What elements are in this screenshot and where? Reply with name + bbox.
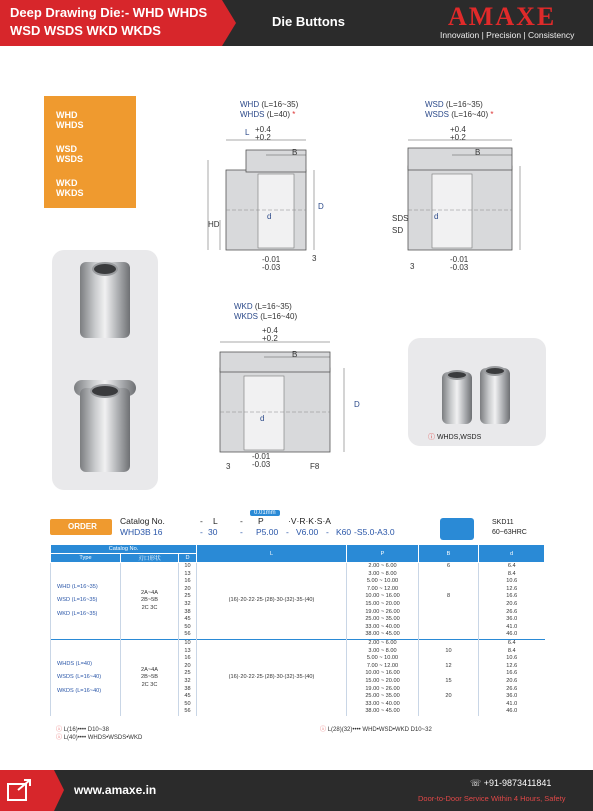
B-cell [419, 708, 479, 716]
brand-tagline: Innovation | Precision | Consistency [440, 30, 575, 40]
order-value: V6.00 [296, 527, 319, 537]
footer-red-banner [0, 770, 64, 811]
variant-label: WSDS [56, 154, 83, 164]
dim-three: 3 [312, 254, 317, 263]
order-header: - [200, 516, 203, 526]
dim-B: B [475, 148, 481, 157]
product-photo-left [52, 250, 158, 490]
type-label: WHDS (L=40) [57, 660, 92, 667]
dim-tol-top: +0.4 [450, 125, 466, 134]
product-variants-panel [44, 96, 136, 208]
section-title: Die Buttons [272, 14, 345, 29]
d-cell: 10.6 [479, 578, 545, 586]
P-cell: 38.00 ~ 45.00 [347, 631, 419, 639]
col-B: B [419, 545, 479, 563]
order-value: 30 [208, 527, 218, 537]
shape-label: 2C 3C [141, 604, 158, 611]
type-cell [51, 563, 121, 640]
B-cell: 15 [419, 678, 479, 686]
P-cell: 3.00 ~ 8.00 [347, 571, 419, 579]
B-cell [419, 670, 479, 678]
type-label: WSD (L=16~35) [57, 597, 98, 604]
d-cell: 6.4 [479, 639, 545, 647]
variant-label: WKDS [56, 188, 84, 198]
D-cell: 56 [179, 708, 197, 716]
B-cell [419, 609, 479, 617]
D-cell: 10 [179, 563, 197, 571]
drawing-wkds-title [234, 312, 297, 321]
dim-tol: -0.03 [252, 460, 271, 469]
spec-table [50, 544, 545, 716]
phone-text: +91-9873411841 [483, 778, 552, 788]
shape-cell [121, 563, 179, 640]
d-cell: 6.4 [479, 563, 545, 571]
drawing-whds-title [240, 110, 295, 119]
dim-tol-bottom: +0.2 [450, 133, 466, 142]
dim-tol: -0.03 [262, 263, 281, 272]
type-label: WKDS (L=16~40) [57, 687, 102, 694]
variant-group-wkd [56, 178, 84, 198]
d-cell: 16.6 [479, 593, 545, 601]
website-link[interactable]: www.amaxe.in [74, 783, 157, 797]
D-cell: 38 [179, 609, 197, 617]
order-value: P5.00 [256, 527, 279, 537]
info-icon: ⓘ [56, 727, 63, 733]
dim-SDS: SDS [392, 214, 409, 223]
drawing-range: (L=16~40) [451, 110, 489, 119]
dim-d: d [434, 212, 439, 221]
d-cell: 12.6 [479, 663, 545, 671]
drawing-range: (L=40) [266, 110, 291, 119]
B-cell [419, 571, 479, 579]
info-icon: ⓘ [56, 735, 63, 741]
dim-L: L [245, 128, 250, 137]
D-cell: 20 [179, 586, 197, 594]
B-cell [419, 631, 479, 639]
D-cell: 16 [179, 655, 197, 663]
order-value: - [200, 527, 203, 537]
col-catalog: Catalog No. [51, 545, 197, 554]
D-cell: 50 [179, 624, 197, 632]
tolerance-badge: 0.01mm [250, 510, 280, 516]
shape-label: 2C 3C [141, 681, 158, 688]
P-cell: 33.00 ~ 40.00 [347, 624, 419, 632]
drawing-range: (L=16~35) [254, 302, 292, 311]
d-cell: 16.6 [479, 670, 545, 678]
dim-tol-top: +0.4 [255, 125, 271, 134]
B-cell [419, 586, 479, 594]
d-cell: 46.0 [479, 631, 545, 639]
P-cell: 5.00 ~ 10.00 [347, 655, 419, 663]
P-cell: 7.00 ~ 12.00 [347, 663, 419, 671]
P-cell: 7.00 ~ 12.00 [347, 586, 419, 594]
order-header: P [258, 516, 264, 526]
drawing-name: WKD [234, 302, 253, 311]
D-cell: 38 [179, 686, 197, 694]
spec-table-body [51, 563, 545, 716]
material-spec [492, 518, 527, 538]
d-cell: 8.4 [479, 648, 545, 656]
D-cell: 16 [179, 578, 197, 586]
product-photo-right [408, 338, 546, 446]
drawing-wsds-title [425, 110, 494, 119]
B-cell: 12 [419, 663, 479, 671]
B-cell [419, 701, 479, 709]
shape-label: 2A~4A [141, 666, 158, 673]
D-cell: 25 [179, 670, 197, 678]
B-cell [419, 639, 479, 647]
P-cell: 19.00 ~ 26.00 [347, 609, 419, 617]
shape-cell [121, 639, 179, 715]
die-button-bore [446, 370, 468, 380]
variant-group-whd [56, 110, 84, 130]
order-value: -S5.0-A3.0 [354, 527, 395, 537]
B-cell: 20 [419, 693, 479, 701]
table-row [51, 639, 545, 647]
P-cell: 33.00 ~ 40.00 [347, 701, 419, 709]
note-text: L(40)•••• WHDS•WSDS•WKD [63, 735, 143, 741]
D-cell: 45 [179, 616, 197, 624]
D-cell: 13 [179, 648, 197, 656]
P-cell: 10.00 ~ 16.00 [347, 670, 419, 678]
L-cell: (16)·20·22·25·(28)·30·(32)·35·(40) [197, 639, 347, 715]
title-line-2: WSD WSDS WKD WKDS [10, 23, 161, 38]
share-icon [0, 770, 40, 811]
dim-d: d [267, 212, 272, 221]
die-button-photo [480, 368, 510, 424]
material-name: SKD11 [492, 519, 514, 526]
order-header: - [240, 516, 243, 526]
dim-D: D [354, 400, 360, 409]
type-cell [51, 639, 121, 715]
d-cell: 20.6 [479, 601, 545, 609]
D-cell: 10 [179, 639, 197, 647]
variant-label: WSD [56, 144, 77, 154]
order-value: - [326, 527, 329, 537]
col-L: L [197, 545, 347, 563]
D-cell: 56 [179, 631, 197, 639]
table-row [51, 563, 545, 571]
B-cell [419, 578, 479, 586]
page-header [0, 0, 593, 46]
dim-f8: F8 [310, 462, 320, 471]
P-cell: 2.00 ~ 6.00 [347, 639, 419, 647]
col-P: P [347, 545, 419, 563]
B-cell: 6 [419, 563, 479, 571]
d-cell: 26.6 [479, 686, 545, 694]
P-cell: 5.00 ~ 10.00 [347, 578, 419, 586]
order-tag: ORDER [50, 519, 112, 535]
info-icon: ⓘ [320, 727, 327, 733]
drawing-wkd-title [234, 302, 292, 311]
d-cell: 41.0 [479, 624, 545, 632]
material-icon [440, 518, 474, 540]
order-header: L [213, 516, 218, 526]
d-cell: 46.0 [479, 708, 545, 716]
table-note [320, 724, 432, 733]
dim-D: D [318, 202, 324, 211]
page-footer [0, 770, 593, 811]
drawing-range: (L=16~35) [261, 100, 299, 109]
D-cell: 25 [179, 593, 197, 601]
dim-three: 3 [410, 262, 415, 271]
col-shape: 刃口形状 [121, 554, 179, 563]
die-button-bore [92, 262, 118, 276]
dim-three: 3 [226, 462, 231, 471]
d-cell: 12.6 [479, 586, 545, 594]
d-cell: 10.6 [479, 655, 545, 663]
B-cell [419, 616, 479, 624]
dim-SD: SD [392, 226, 404, 235]
order-value: - [240, 527, 243, 537]
material-hardness: 60~63HRC [492, 529, 527, 536]
d-cell: 36.0 [479, 693, 545, 701]
dim-tol-bottom: +0.2 [255, 133, 271, 142]
phone-number [470, 778, 551, 789]
order-value: WHD3B 16 [120, 527, 163, 537]
drawing-wsd-title [425, 100, 483, 109]
drawing-wkd [204, 322, 364, 482]
B-cell: 8 [419, 593, 479, 601]
dim-B: B [292, 350, 298, 359]
drawing-name: WKDS [234, 312, 258, 321]
B-cell [419, 624, 479, 632]
dim-tol: -0.01 [252, 452, 271, 461]
dim-d: d [260, 414, 265, 423]
P-cell: 10.00 ~ 16.00 [347, 593, 419, 601]
drawing-whd-title [240, 100, 298, 109]
dim-tol: -0.01 [450, 255, 469, 264]
L-cell: (16)·20·22·25·(28)·30·(32)·35·(40) [197, 563, 347, 640]
P-cell: 19.00 ~ 26.00 [347, 686, 419, 694]
D-cell: 32 [179, 601, 197, 609]
drawing-range: (L=16~35) [445, 100, 483, 109]
D-cell: 45 [179, 693, 197, 701]
P-cell: 25.00 ~ 35.00 [347, 693, 419, 701]
drawing-name: WSDS [425, 110, 449, 119]
D-cell: 20 [179, 663, 197, 671]
caption-text: WHDS,WSDS [436, 434, 482, 441]
d-cell: 20.6 [479, 678, 545, 686]
P-cell: 15.00 ~ 20.00 [347, 601, 419, 609]
note-text: L(16)•••• D10~38 [63, 727, 109, 733]
title-line-1: Deep Drawing Die:- WHD WHDS [10, 5, 208, 20]
table-note [56, 732, 142, 741]
dim-tol: -0.03 [450, 263, 469, 272]
variant-group-wsd [56, 144, 83, 164]
order-value: K60 [336, 527, 352, 537]
dim-tol-bottom: +0.2 [262, 334, 278, 343]
d-cell: 41.0 [479, 701, 545, 709]
dim-tol: -0.01 [262, 255, 281, 264]
dim-tol-top: +0.4 [262, 326, 278, 335]
variant-label: WHD [56, 110, 78, 120]
footer-tagline: Door-to-Door Service Within 4 Hours, Safety [418, 794, 566, 803]
B-cell: 10 [419, 648, 479, 656]
drawing-range: (L=16~40) [260, 312, 298, 321]
col-D: D [179, 554, 197, 563]
order-header: Catalog No. [120, 516, 165, 526]
drawing-name: WHD [240, 100, 260, 109]
brand-logo: AMAXE [448, 2, 557, 31]
d-cell: 26.6 [479, 609, 545, 617]
variant-label: WHDS [56, 120, 84, 130]
P-cell: 2.00 ~ 6.00 [347, 563, 419, 571]
col-type: Type [51, 554, 121, 563]
drawing-name: WSD [425, 100, 444, 109]
col-d: d [479, 545, 545, 563]
die-button-photo [80, 388, 130, 472]
photo-caption [428, 432, 481, 442]
P-cell: 3.00 ~ 8.00 [347, 648, 419, 656]
drawing-name: WHDS [240, 110, 265, 119]
shape-label: 2A~4A [141, 589, 158, 596]
P-cell: 38.00 ~ 45.00 [347, 708, 419, 716]
die-button-bore [484, 366, 506, 376]
type-label: WHD (L=16~35) [57, 583, 98, 590]
order-header: ·V·R·K·S·A [288, 516, 331, 526]
shape-label: 2B~5B [141, 597, 158, 604]
d-cell: 36.0 [479, 616, 545, 624]
shape-label: 2B~5B [141, 674, 158, 681]
B-cell [419, 686, 479, 694]
D-cell: 13 [179, 571, 197, 579]
type-label: WKD (L=16~35) [57, 610, 98, 617]
variant-label: WKD [56, 178, 78, 188]
P-cell: 15.00 ~ 20.00 [347, 678, 419, 686]
order-value: - [286, 527, 289, 537]
page-title [10, 4, 230, 40]
D-cell: 50 [179, 701, 197, 709]
info-icon: ⓘ [428, 434, 435, 441]
phone-icon: ☏ [470, 778, 482, 788]
D-cell: 32 [179, 678, 197, 686]
B-cell [419, 601, 479, 609]
note-text: L(28)(32)•••• WHD•WSD•WKD D10~32 [327, 727, 432, 733]
dim-HD: HD [208, 220, 220, 229]
P-cell: 25.00 ~ 35.00 [347, 616, 419, 624]
type-label: WSDS (L=16~40) [57, 674, 102, 681]
d-cell: 8.4 [479, 571, 545, 579]
die-button-bore [90, 384, 120, 398]
dim-B: B [292, 148, 298, 157]
B-cell [419, 655, 479, 663]
